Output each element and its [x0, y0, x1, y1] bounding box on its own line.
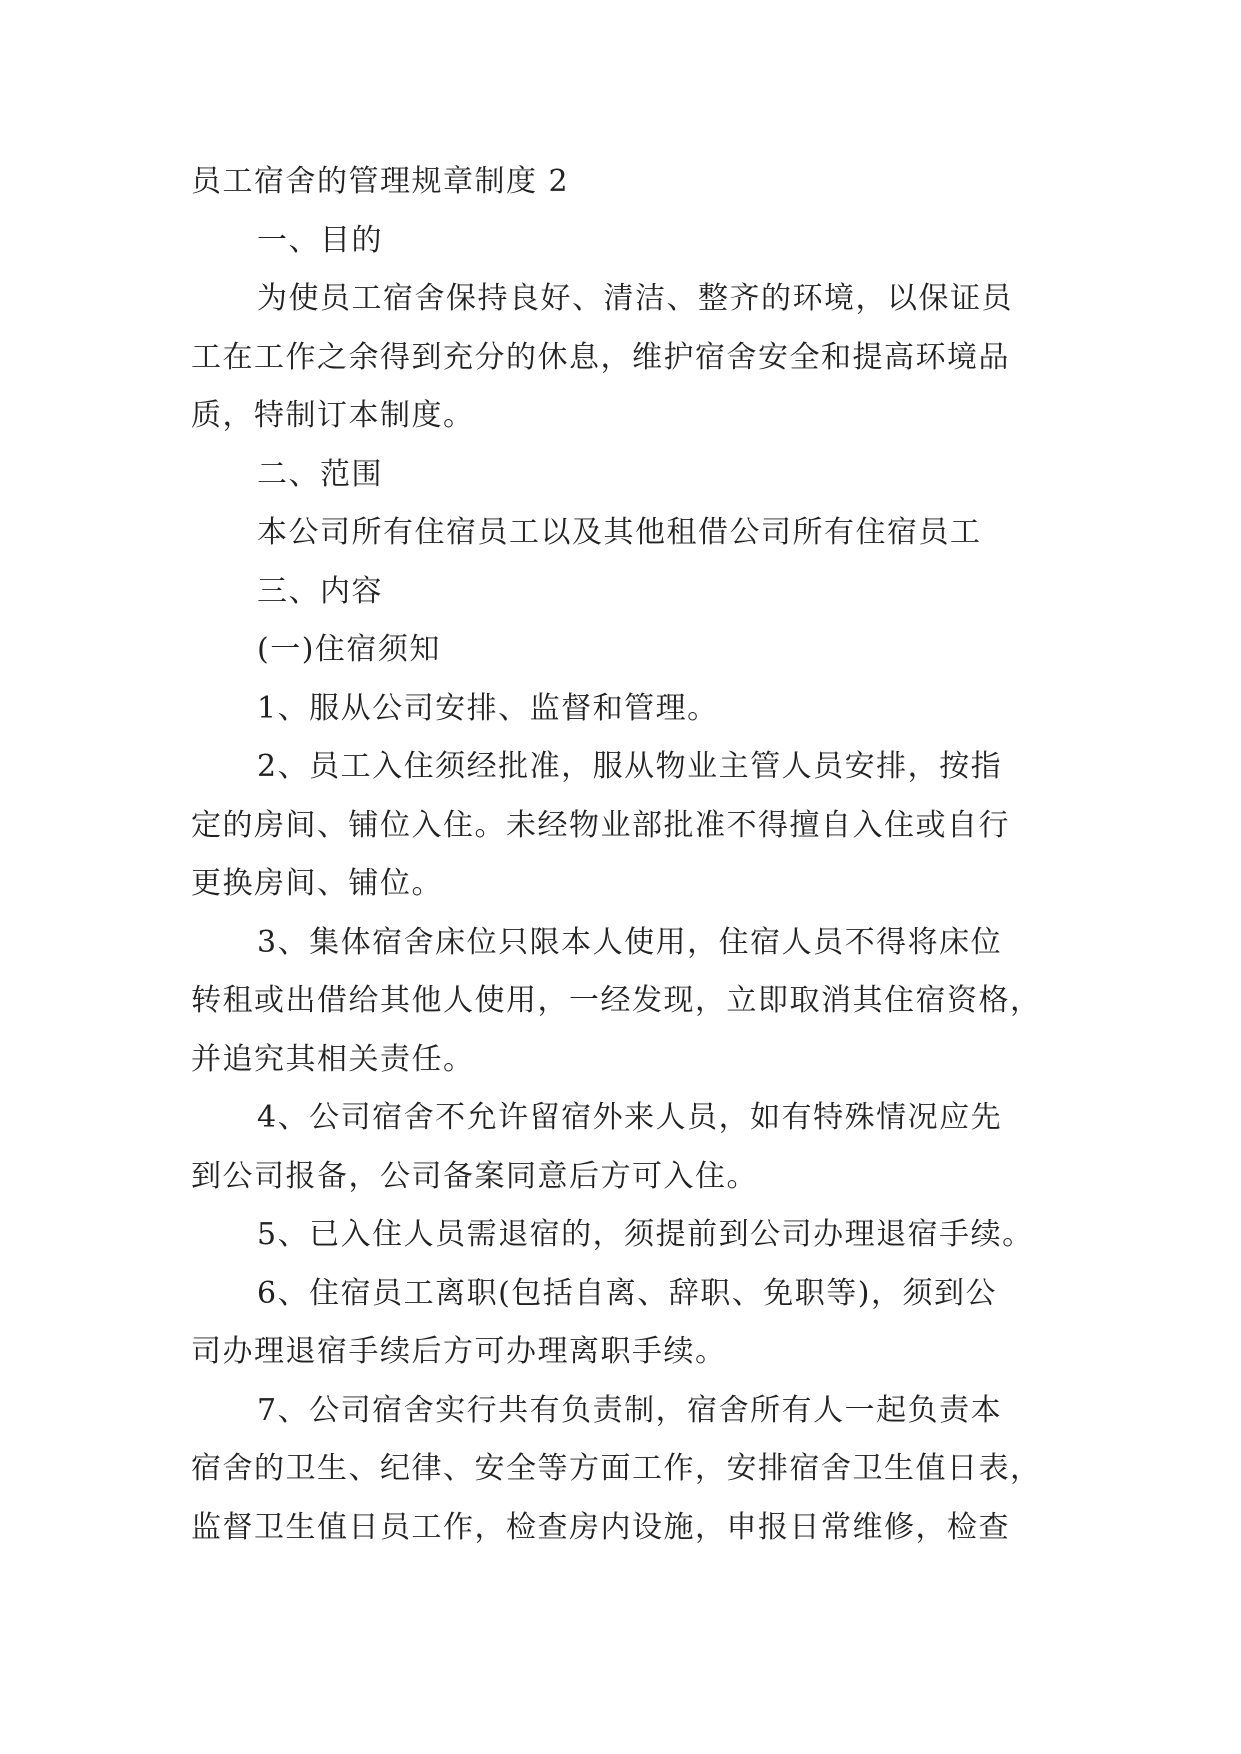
text-line: 二、范围 — [257, 456, 383, 492]
text-line: 质，特制订本制度。 — [191, 398, 475, 433]
text-line: 1、服从公司安排、监督和管理。 — [257, 690, 719, 726]
text-line: 4、公司宿舍不允许留宿外来人员，如有特殊情况应先 — [257, 1100, 1003, 1135]
document-body — [191, 153, 1051, 1557]
text-line: (一)住宿须知 — [257, 632, 441, 667]
text-line: 宿舍的卫生、纪律、安全等方面工作，安排宿舍卫生值日表， — [191, 1451, 1042, 1486]
text-line: 转租或出借给其他人使用，一经发现，立即取消其住宿资格， — [191, 983, 1042, 1018]
text-line: 监督卫生值日员工作，检查房内设施，申报日常维修，检查 — [191, 1509, 1010, 1545]
text-line: 7、公司宿舍实行共有负责制，宿舍所有人一起负责本 — [257, 1392, 1003, 1428]
text-line: 为使员工宿舍保持良好、清洁、整齐的环境，以保证员 — [257, 281, 1013, 316]
text-line: 3、集体宿舍床位只限本人使用，住宿人员不得将床位 — [257, 924, 1003, 960]
text-line: 三、内容 — [257, 573, 383, 609]
text-line: 2、员工入住须经批准，服从物业主管人员安排，按指 — [257, 749, 1003, 784]
text-line: 定的房间、铺位入住。未经物业部批准不得擅自入住或自行 — [191, 807, 1010, 843]
text-line: 6、住宿员工离职(包括自离、辞职、免职等)，须到公 — [257, 1275, 997, 1311]
text-line: 5、已入住人员需退宿的，须提前到公司办理退宿手续。 — [257, 1217, 1034, 1252]
text-line: 到公司报备，公司备案同意后方可入住。 — [191, 1158, 758, 1194]
text-line: 工在工作之余得到充分的休息，维护宿舍安全和提高环境品 — [191, 339, 1010, 375]
text-line: 本公司所有住宿员工以及其他租借公司所有住宿员工 — [257, 515, 982, 550]
document-title: 员工宿舍的管理规章制度 2 — [191, 164, 570, 199]
document-text — [191, 212, 1051, 1558]
text-line: 一、目的 — [257, 222, 383, 258]
text-line: 司办理退宿手续后方可办理离职手续。 — [191, 1334, 727, 1369]
text-line: 更换房间、铺位。 — [191, 866, 443, 901]
text-line: 并追究其相关责任。 — [191, 1041, 475, 1077]
